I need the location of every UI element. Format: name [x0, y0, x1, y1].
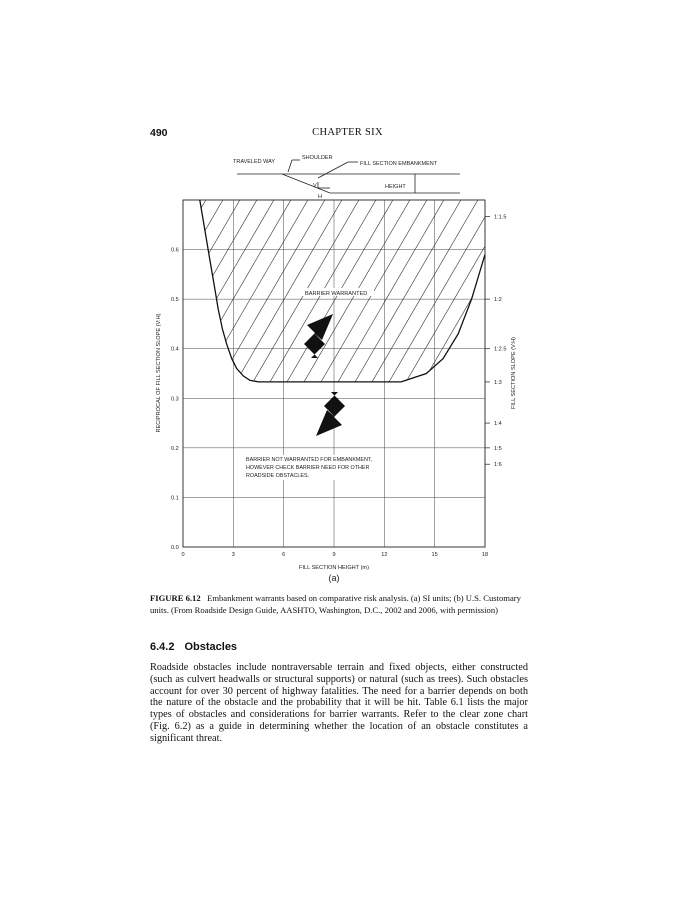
- hatch-line: [514, 100, 695, 547]
- hatch-line: [429, 100, 689, 547]
- y-tick-label: 0.0: [171, 545, 179, 551]
- inset-v-label: V: [313, 183, 317, 189]
- y-tick-label: 0.4: [171, 346, 179, 353]
- hatch-line: [582, 100, 695, 547]
- hatch-line: [0, 100, 43, 547]
- hatch-line: [327, 100, 587, 547]
- x-tick-label: 12: [381, 552, 388, 558]
- caption-text: Embankment warrants based on comparative risk analysis. (a) SI units; (b) U.S. Customary units. (From Roadside Design Guide, AASHTO, Washington, D.C., 2002 and 2006, with permission): [150, 593, 521, 615]
- inset-shoulder: SHOULDER: [302, 155, 333, 161]
- barrier-warranted-label: BARRIER WARRANTED: [305, 291, 368, 297]
- section-title: Obstacles: [184, 641, 238, 653]
- x-tick-label: 15: [431, 552, 438, 558]
- y-axis-label: RECIPROCAL OF FILL SECTION SLOPE (V:H): [156, 313, 162, 433]
- hatch-line: [497, 100, 695, 547]
- inset-h-label: H: [318, 194, 322, 200]
- page-number: 490: [150, 127, 168, 139]
- y-axis-right-label: FILL SECTION SLOPE (V:H): [511, 336, 517, 410]
- hatch-line: [0, 100, 128, 547]
- right-tick-label: 1:2.5: [494, 346, 507, 353]
- x-tick-label: 3: [231, 552, 235, 558]
- hatch-line: [548, 100, 695, 547]
- not-warranted-line-3: ROADSIDE OBSTACLES.: [246, 473, 310, 479]
- hatch-line: [446, 100, 695, 547]
- hatch-line: [0, 100, 60, 547]
- hatch-line: [565, 100, 695, 547]
- x-tick-label: 18: [481, 552, 489, 558]
- y-tick-label: 0.2: [171, 445, 179, 452]
- hatch-line: [395, 100, 655, 547]
- hatch-line: [0, 100, 179, 547]
- hatch-line: [0, 100, 145, 547]
- axis-ticks: [171, 214, 506, 558]
- right-tick-label: 1:5: [494, 445, 502, 452]
- right-tick-label: 1:4: [494, 421, 502, 428]
- right-tick-label: 1:2: [494, 297, 502, 304]
- right-tick-label: 1:3: [494, 379, 502, 386]
- hatch-line: [480, 100, 695, 547]
- y-tick-label: 0.6: [171, 247, 179, 254]
- hatch-line: [412, 100, 672, 547]
- sub-figure-label: (a): [328, 573, 340, 583]
- grid: [183, 200, 485, 547]
- y-tick-label: 0.3: [171, 396, 179, 403]
- hatch-line: [0, 100, 111, 547]
- section-heading: [150, 641, 247, 653]
- hatch-line: [21, 100, 281, 547]
- hatch-line: [667, 100, 695, 547]
- inset-traveled-way: TRAVELED WAY: [233, 159, 276, 165]
- hatch-line: [463, 100, 695, 547]
- hatch-line: [633, 100, 695, 547]
- hatch-line: [0, 100, 77, 547]
- hatch-line: [531, 100, 695, 547]
- hatch-line: [344, 100, 604, 547]
- hatch-line: [684, 100, 695, 547]
- chapter-title: CHAPTER SIX: [312, 127, 383, 138]
- hatch-line: [599, 100, 695, 547]
- hatch-line: [0, 100, 247, 547]
- x-axis-label: FILL SECTION HEIGHT (m): [299, 565, 369, 571]
- hatch-line: [616, 100, 695, 547]
- x-tick-label: 9: [332, 552, 336, 558]
- not-warranted-line-1: BARRIER NOT WARRANTED FOR EMBANKMENT,: [246, 457, 373, 463]
- inset-fill-section-embankment: FILL SECTION EMBANKMENT: [360, 161, 438, 167]
- hatch-line: [0, 100, 213, 547]
- caption-label: FIGURE 6.12: [150, 593, 201, 603]
- hatch-line: [0, 100, 94, 547]
- hatch-line: [0, 100, 162, 547]
- x-tick-label: 0: [181, 552, 185, 558]
- y-tick-label: 0.1: [171, 495, 179, 502]
- section-body-paragraph: Roadside obstacles include nontraversable terrain and fixed objects, either constructed (such as culvert headwalls or structural supports) or natural (such as trees). Such obstacles account for over 30 percent of highway fatalities. The need for a barrier depends on both the nature of the obstacle and the probability that it will be hit. Table 6.1 lists the major types of obstacles and considerations for barrier warrants. Refer to the clear zone chart (Fig. 6.2) as a guide in determining whether the location of an obstacle constitutes a significant threat.: [150, 662, 528, 744]
- arrow-down-icon: [316, 392, 345, 436]
- arrow-up-icon: [304, 314, 333, 358]
- figure-caption: [150, 593, 525, 616]
- section-number: 6.4.2: [150, 641, 175, 653]
- inset-height-label: HEIGHT: [385, 184, 406, 190]
- inset-slope-line: [282, 174, 330, 193]
- y-tick-label: 0.5: [171, 297, 179, 304]
- x-tick-label: 6: [282, 552, 286, 558]
- hatch-line: [0, 100, 230, 547]
- hatch-line: [4, 100, 264, 547]
- hatch-line: [650, 100, 695, 547]
- hatch-line: [378, 100, 638, 547]
- hatch-line: [0, 100, 196, 547]
- right-tick-label: 1:1.5: [494, 214, 507, 221]
- not-warranted-line-2: HOWEVER CHECK BARRIER NEED FOR OTHER: [246, 465, 370, 471]
- hatch-line: [361, 100, 621, 547]
- right-tick-label: 1:6: [494, 462, 502, 469]
